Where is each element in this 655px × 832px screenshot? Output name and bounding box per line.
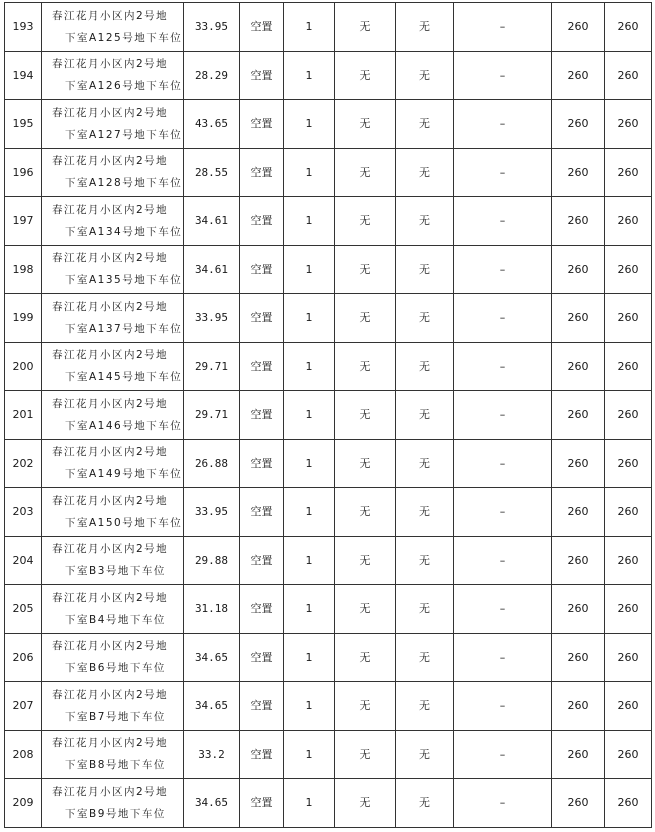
area-cell: 29.71 [184,391,240,440]
quantity-cell: 1 [284,245,335,294]
column-10-cell: 260 [605,3,652,52]
area-cell: 33.95 [184,294,240,343]
column-9-cell: 260 [552,439,605,488]
column-10-cell: 260 [605,633,652,682]
column-7-cell: 无 [396,536,454,585]
column-7-cell: 无 [396,3,454,52]
area-cell: 34.65 [184,779,240,828]
column-7-cell: 无 [396,730,454,779]
row-number: 194 [5,51,42,100]
column-10-cell: 260 [605,488,652,537]
area-cell: 43.65 [184,100,240,149]
column-8-cell: – [454,439,552,488]
quantity-cell: 1 [284,536,335,585]
description-line-1: 春江花月小区内2号地 [52,58,169,71]
column-8-cell: – [454,682,552,731]
row-number: 208 [5,730,42,779]
quantity-cell: 1 [284,439,335,488]
column-6-cell: 无 [335,3,396,52]
quantity-cell: 1 [284,730,335,779]
quantity-cell: 1 [284,342,335,391]
area-cell: 34.65 [184,682,240,731]
parking-space-description [42,197,184,246]
column-6-cell: 无 [335,245,396,294]
area-cell: 26.88 [184,439,240,488]
parking-space-table [4,2,652,828]
column-6-cell: 无 [335,51,396,100]
parking-space-description [42,100,184,149]
column-7-cell: 无 [396,197,454,246]
row-number: 203 [5,488,42,537]
column-10-cell: 260 [605,51,652,100]
table-row [5,148,652,197]
status-cell: 空置 [240,245,284,294]
quantity-cell: 1 [284,682,335,731]
column-9-cell: 260 [552,730,605,779]
table-row [5,488,652,537]
description-line-1: 春江花月小区内2号地 [52,203,169,216]
column-8-cell: – [454,536,552,585]
quantity-cell: 1 [284,633,335,682]
row-number: 207 [5,682,42,731]
description-line-2: 下室A135号地下车位 [65,274,183,287]
column-7-cell: 无 [396,488,454,537]
row-number: 201 [5,391,42,440]
column-9-cell: 260 [552,51,605,100]
description-line-1: 春江花月小区内2号地 [52,591,169,604]
status-cell: 空置 [240,779,284,828]
status-cell: 空置 [240,730,284,779]
table-row [5,633,652,682]
column-7-cell: 无 [396,294,454,343]
description-line-1: 春江花月小区内2号地 [52,494,169,507]
column-6-cell: 无 [335,100,396,149]
quantity-cell: 1 [284,148,335,197]
parking-space-description [42,488,184,537]
area-cell: 34.61 [184,197,240,246]
table-row [5,779,652,828]
column-8-cell: – [454,148,552,197]
column-9-cell: 260 [552,488,605,537]
column-10-cell: 260 [605,148,652,197]
row-number: 205 [5,585,42,634]
row-number: 209 [5,779,42,828]
description-line-2: 下室A126号地下车位 [65,80,183,93]
row-number: 198 [5,245,42,294]
area-cell: 28.29 [184,51,240,100]
row-number: 199 [5,294,42,343]
column-8-cell: – [454,294,552,343]
description-line-1: 春江花月小区内2号地 [52,9,169,22]
status-cell: 空置 [240,100,284,149]
parking-space-description [42,585,184,634]
column-7-cell: 无 [396,148,454,197]
status-cell: 空置 [240,294,284,343]
description-line-2: 下室A149号地下车位 [65,468,183,481]
description-line-2: 下室B8号地下车位 [65,759,166,772]
column-9-cell: 260 [552,197,605,246]
description-line-2: 下室A128号地下车位 [65,177,183,190]
description-line-2: 下室A145号地下车位 [65,371,183,384]
column-8-cell: – [454,488,552,537]
column-9-cell: 260 [552,585,605,634]
status-cell: 空置 [240,585,284,634]
column-9-cell: 260 [552,245,605,294]
table-row [5,439,652,488]
description-line-2: 下室B3号地下车位 [65,565,166,578]
column-8-cell: – [454,342,552,391]
table-row [5,3,652,52]
table-row [5,245,652,294]
column-10-cell: 260 [605,342,652,391]
status-cell: 空置 [240,633,284,682]
parking-space-description [42,245,184,294]
description-line-2: 下室A127号地下车位 [65,128,183,141]
quantity-cell: 1 [284,294,335,343]
column-8-cell: – [454,391,552,440]
description-line-2: 下室A150号地下车位 [65,516,183,529]
area-cell: 34.65 [184,633,240,682]
column-10-cell: 260 [605,294,652,343]
parking-space-description [42,536,184,585]
column-7-cell: 无 [396,682,454,731]
area-cell: 29.71 [184,342,240,391]
column-6-cell: 无 [335,294,396,343]
row-number: 197 [5,197,42,246]
description-line-1: 春江花月小区内2号地 [52,737,169,750]
status-cell: 空置 [240,342,284,391]
quantity-cell: 1 [284,100,335,149]
row-number: 196 [5,148,42,197]
row-number: 204 [5,536,42,585]
description-line-1: 春江花月小区内2号地 [52,300,169,313]
table-row [5,585,652,634]
column-10-cell: 260 [605,100,652,149]
column-7-cell: 无 [396,391,454,440]
column-10-cell: 260 [605,779,652,828]
status-cell: 空置 [240,3,284,52]
parking-space-description [42,682,184,731]
status-cell: 空置 [240,682,284,731]
parking-space-description [42,633,184,682]
parking-space-description [42,439,184,488]
table-body [5,3,652,828]
table-row [5,100,652,149]
column-10-cell: 260 [605,197,652,246]
column-6-cell: 无 [335,633,396,682]
column-10-cell: 260 [605,536,652,585]
parking-space-description [42,51,184,100]
description-line-2: 下室B4号地下车位 [65,613,166,626]
table-row [5,391,652,440]
description-line-2: 下室A137号地下车位 [65,322,183,335]
area-cell: 34.61 [184,245,240,294]
quantity-cell: 1 [284,3,335,52]
description-line-1: 春江花月小区内2号地 [52,543,169,556]
column-8-cell: – [454,245,552,294]
description-line-1: 春江花月小区内2号地 [52,688,169,701]
column-6-cell: 无 [335,342,396,391]
column-7-cell: 无 [396,633,454,682]
column-8-cell: – [454,51,552,100]
description-line-1: 春江花月小区内2号地 [52,446,169,459]
status-cell: 空置 [240,391,284,440]
column-7-cell: 无 [396,585,454,634]
description-line-1: 春江花月小区内2号地 [52,397,169,410]
column-8-cell: – [454,730,552,779]
parking-space-description [42,148,184,197]
column-9-cell: 260 [552,342,605,391]
column-9-cell: 260 [552,633,605,682]
column-7-cell: 无 [396,100,454,149]
column-8-cell: – [454,197,552,246]
column-9-cell: 260 [552,3,605,52]
column-7-cell: 无 [396,439,454,488]
table-row [5,682,652,731]
area-cell: 31.18 [184,585,240,634]
parking-space-description [42,342,184,391]
description-line-1: 春江花月小区内2号地 [52,640,169,653]
column-6-cell: 无 [335,682,396,731]
description-line-1: 春江花月小区内2号地 [52,785,169,798]
quantity-cell: 1 [284,391,335,440]
column-10-cell: 260 [605,439,652,488]
row-number: 200 [5,342,42,391]
table-row [5,197,652,246]
quantity-cell: 1 [284,779,335,828]
column-10-cell: 260 [605,730,652,779]
column-7-cell: 无 [396,342,454,391]
table-row [5,51,652,100]
column-8-cell: – [454,100,552,149]
description-line-2: 下室A146号地下车位 [65,419,183,432]
status-cell: 空置 [240,488,284,537]
row-number: 195 [5,100,42,149]
parking-space-description [42,391,184,440]
description-line-2: 下室A134号地下车位 [65,225,183,238]
table-row [5,294,652,343]
area-cell: 28.55 [184,148,240,197]
status-cell: 空置 [240,51,284,100]
area-cell: 33.2 [184,730,240,779]
table-row [5,730,652,779]
column-6-cell: 无 [335,148,396,197]
description-line-1: 春江花月小区内2号地 [52,155,169,168]
description-line-2: 下室B6号地下车位 [65,662,166,675]
column-9-cell: 260 [552,100,605,149]
description-line-2: 下室A125号地下车位 [65,31,183,44]
row-number: 206 [5,633,42,682]
status-cell: 空置 [240,536,284,585]
description-line-2: 下室B7号地下车位 [65,710,166,723]
quantity-cell: 1 [284,51,335,100]
quantity-cell: 1 [284,585,335,634]
description-line-1: 春江花月小区内2号地 [52,252,169,265]
column-8-cell: – [454,585,552,634]
column-7-cell: 无 [396,779,454,828]
description-line-1: 春江花月小区内2号地 [52,106,169,119]
row-number: 202 [5,439,42,488]
column-6-cell: 无 [335,536,396,585]
column-10-cell: 260 [605,682,652,731]
area-cell: 33.95 [184,488,240,537]
description-line-1: 春江花月小区内2号地 [52,349,169,362]
column-10-cell: 260 [605,391,652,440]
area-cell: 33.95 [184,3,240,52]
column-9-cell: 260 [552,682,605,731]
column-6-cell: 无 [335,730,396,779]
column-6-cell: 无 [335,391,396,440]
area-cell: 29.88 [184,536,240,585]
column-7-cell: 无 [396,245,454,294]
table-row [5,536,652,585]
column-6-cell: 无 [335,439,396,488]
column-8-cell: – [454,779,552,828]
description-line-2: 下室B9号地下车位 [65,807,166,820]
quantity-cell: 1 [284,197,335,246]
parking-space-description [42,3,184,52]
column-9-cell: 260 [552,536,605,585]
row-number: 193 [5,3,42,52]
status-cell: 空置 [240,148,284,197]
column-6-cell: 无 [335,197,396,246]
column-6-cell: 无 [335,779,396,828]
parking-space-description [42,730,184,779]
column-10-cell: 260 [605,245,652,294]
column-9-cell: 260 [552,779,605,828]
column-6-cell: 无 [335,488,396,537]
column-9-cell: 260 [552,148,605,197]
column-9-cell: 260 [552,391,605,440]
table-row [5,342,652,391]
column-8-cell: – [454,3,552,52]
parking-space-description [42,294,184,343]
column-7-cell: 无 [396,51,454,100]
column-10-cell: 260 [605,585,652,634]
column-8-cell: – [454,633,552,682]
quantity-cell: 1 [284,488,335,537]
parking-space-description [42,779,184,828]
status-cell: 空置 [240,439,284,488]
column-9-cell: 260 [552,294,605,343]
column-6-cell: 无 [335,585,396,634]
status-cell: 空置 [240,197,284,246]
